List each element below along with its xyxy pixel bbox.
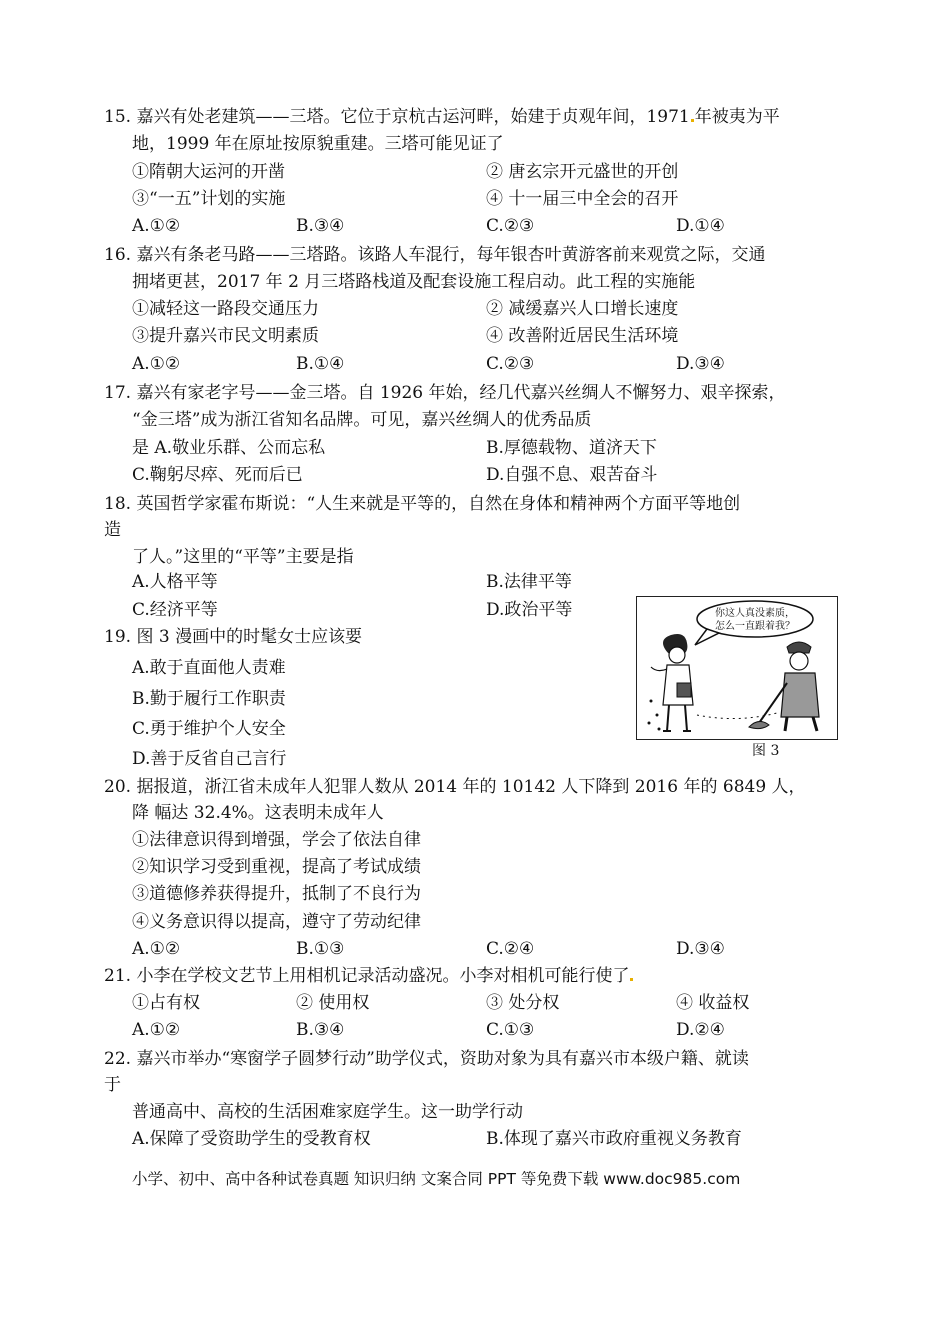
q21-item-3: ③ 处分权 bbox=[486, 993, 560, 1013]
q16-option-a[interactable]: A.①② bbox=[132, 354, 181, 374]
bubble-text-line1: 你这人真没素质， bbox=[715, 608, 795, 619]
q15-option-c[interactable]: C.②③ bbox=[486, 216, 535, 236]
q16-stem-line1: 16. 嘉兴有条老马路——三塔路。该路人车混行，每年银杏叶黄游客前来观赏之际，交通 bbox=[104, 245, 766, 265]
q21-item-4: ④ 收益权 bbox=[676, 993, 750, 1013]
figure-caption: 图 3 bbox=[752, 743, 780, 759]
q20-stem-line1: 20. 据报道，浙江省未成年人犯罪人数从 2014 年的 10142 人下降到 2016 年的 6849 人， bbox=[104, 777, 806, 797]
page-footer: 小学、初中、高中各种试卷真题 知识归纳 文案合同 PPT 等免费下载 www.doc985.com bbox=[132, 1170, 741, 1188]
q21-item-2: ② 使用权 bbox=[296, 993, 370, 1013]
q21-option-b[interactable]: B.③④ bbox=[296, 1020, 345, 1040]
q17-option-a[interactable]: 是 A.敬业乐群、公而忘私 bbox=[132, 438, 326, 458]
q18-stem-line1: 18. 英国哲学家霍布斯说：“人生来就是平等的，自然在身体和精神两个方面平等地创 bbox=[104, 494, 741, 514]
q22-option-b[interactable]: B.体现了嘉兴市政府重视义务教育 bbox=[486, 1129, 742, 1149]
q16-item-2: ② 减缓嘉兴人口增长速度 bbox=[486, 299, 679, 319]
q22-stem-line2: 普通高中、高校的生活困难家庭学生。这一助学行动 bbox=[132, 1102, 523, 1122]
q19-option-a[interactable]: A.敢于直面他人责难 bbox=[132, 658, 286, 678]
q15-item-1: ①隋朝大运河的开凿 bbox=[132, 162, 285, 182]
q20-option-b[interactable]: B.①③ bbox=[296, 939, 345, 959]
q21-option-d[interactable]: D.②④ bbox=[676, 1020, 725, 1040]
q22-option-a[interactable]: A.保障了受资助学生的受教育权 bbox=[132, 1129, 371, 1149]
q22-stem-line1: 22. 嘉兴市举办“寒窗学子圆梦行动”助学仪式，资助对象为具有嘉兴市本级户籍、就读 bbox=[104, 1049, 749, 1069]
q16-item-1: ①减轻这一路段交通压力 bbox=[132, 299, 319, 319]
q20-option-c[interactable]: C.②④ bbox=[486, 939, 535, 959]
q21-option-a[interactable]: A.①② bbox=[132, 1020, 181, 1040]
cartoon-illustration bbox=[637, 597, 837, 739]
cartoon-figure-3 bbox=[636, 596, 838, 740]
q18-option-c[interactable]: C.经济平等 bbox=[132, 600, 218, 620]
q20-item-3: ③道德修养获得提升，抵制了不良行为 bbox=[132, 884, 421, 904]
q17-option-b[interactable]: B.厚德载物、道济天下 bbox=[486, 438, 657, 458]
highlight-mark bbox=[630, 978, 633, 981]
q15-option-a[interactable]: A.①② bbox=[132, 216, 181, 236]
q19-stem: 19. 图 3 漫画中的时髦女士应该要 bbox=[104, 627, 363, 647]
fashionable-woman bbox=[648, 634, 694, 731]
q20-option-a[interactable]: A.①② bbox=[132, 939, 181, 959]
q18-stem-line2: 了人。”这里的“平等”主要是指 bbox=[132, 547, 354, 567]
q17-stem-line1: 17. 嘉兴有家老字号——金三塔。自 1926 年始，经几代嘉兴丝绸人不懈努力、艰辛探索， bbox=[104, 383, 786, 403]
q16-item-3: ③提升嘉兴市民文明素质 bbox=[132, 326, 319, 346]
highlight-mark bbox=[691, 119, 694, 122]
q15-item-3: ③“一五”计划的实施 bbox=[132, 189, 286, 209]
q15-item-4: ④ 十一届三中全会的召开 bbox=[486, 189, 679, 209]
q15-option-d[interactable]: D.①④ bbox=[676, 216, 725, 236]
q18-option-d[interactable]: D.政治平等 bbox=[486, 600, 573, 620]
q19-option-d[interactable]: D.善于反省自己言行 bbox=[132, 749, 287, 769]
q21-item-1: ①占有权 bbox=[132, 993, 200, 1013]
q15-item-2: ② 唐玄宗开元盛世的开创 bbox=[486, 162, 679, 182]
q17-stem-line2: “金三塔”成为浙江省知名品牌。可见，嘉兴丝绸人的优秀品质 bbox=[132, 410, 592, 430]
q16-option-b[interactable]: B.①④ bbox=[296, 354, 345, 374]
q18-option-a[interactable]: A.人格平等 bbox=[132, 572, 218, 592]
q15-stem-line2: 地，1999 年在原址按原貌重建。三塔可能见证了 bbox=[132, 134, 504, 154]
q20-item-2: ②知识学习受到重视，提高了考试成绩 bbox=[132, 857, 421, 877]
q16-stem-line2: 拥堵更甚，2017 年 2 月三塔路栈道及配套设施工程启动。此工程的实施能 bbox=[132, 272, 696, 292]
q21-stem: 21. 小李在学校文艺节上用相机记录活动盛况。小李对相机可能行使了 bbox=[104, 964, 634, 988]
q16-option-d[interactable]: D.③④ bbox=[676, 354, 725, 374]
q22-stem-wrap: 于 bbox=[104, 1075, 121, 1095]
q21-option-c[interactable]: C.①③ bbox=[486, 1020, 535, 1040]
q17-option-d[interactable]: D.自强不息、艰苦奋斗 bbox=[486, 465, 658, 485]
q19-option-c[interactable]: C.勇于维护个人安全 bbox=[132, 719, 286, 739]
q20-item-4: ④义务意识得以提高，遵守了劳动纪律 bbox=[132, 912, 421, 932]
q20-item-1: ①法律意识得到增强，学会了依法自律 bbox=[132, 830, 421, 850]
q18-stem-wrap: 造 bbox=[104, 520, 121, 540]
q17-option-c[interactable]: C.鞠躬尽瘁、死而后已 bbox=[132, 465, 303, 485]
q18-option-b[interactable]: B.法律平等 bbox=[486, 572, 572, 592]
bubble-text-line2: 怎么一直跟着我？ bbox=[715, 621, 795, 632]
street-sweeper bbox=[749, 642, 819, 731]
q19-option-b[interactable]: B.勤于履行工作职责 bbox=[132, 689, 286, 709]
q15-stem-line1: 15. 嘉兴有处老建筑——三塔。它位于京杭古运河畔，始建于贞观年间，1971 年被夷为平 bbox=[104, 107, 780, 127]
q16-option-c[interactable]: C.②③ bbox=[486, 354, 535, 374]
q20-stem-line2: 降 幅达 32.4%。这表明未成年人 bbox=[132, 803, 384, 823]
q16-item-4: ④ 改善附近居民生活环境 bbox=[486, 326, 679, 346]
q15-option-b[interactable]: B.③④ bbox=[296, 216, 345, 236]
q20-option-d[interactable]: D.③④ bbox=[676, 939, 725, 959]
